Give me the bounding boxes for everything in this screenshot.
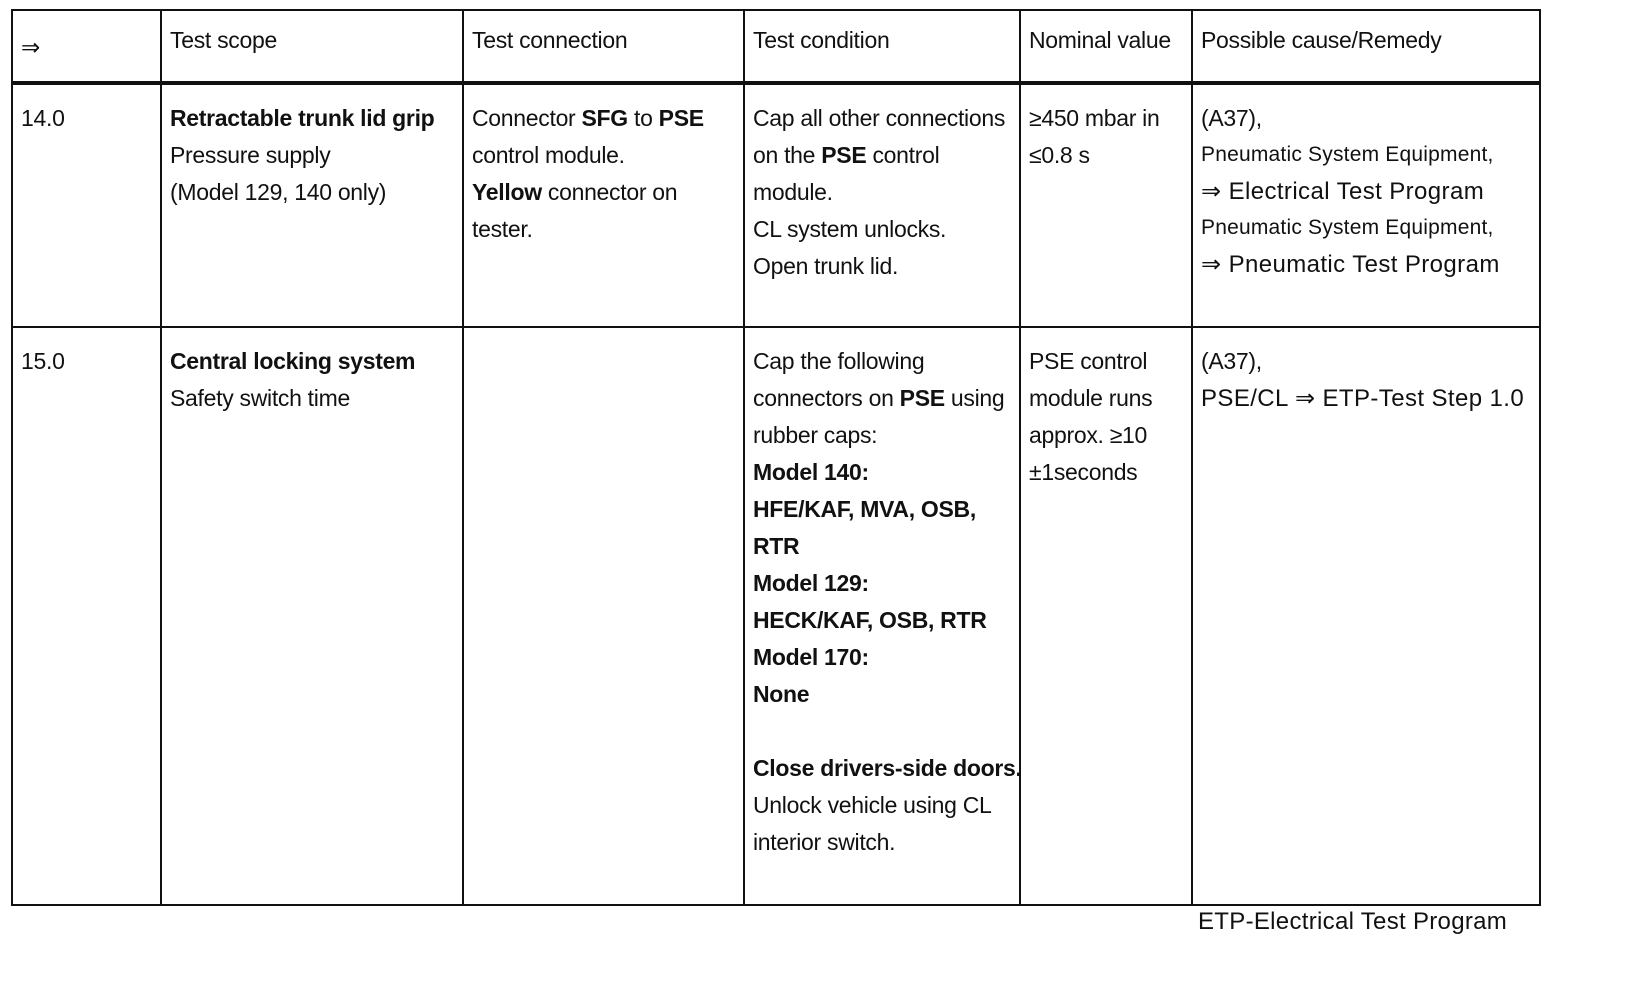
test-scope-cell	[161, 83, 463, 327]
condition-text: control	[866, 142, 940, 168]
connection-bold: SFG	[581, 105, 628, 131]
condition-bold-line: None	[753, 681, 810, 707]
condition-bold-line: Close drivers-side doors.	[753, 755, 1022, 781]
header-test-scope: Test scope	[161, 10, 463, 83]
connection-text: connector on	[541, 179, 678, 205]
remedy-line: (A37),	[1201, 105, 1262, 131]
test-scope-cell	[161, 327, 463, 905]
connection-text: to	[627, 105, 659, 131]
test-scope-title: Central locking system	[170, 348, 416, 374]
condition-text: connectors on	[753, 385, 900, 411]
table-header-row	[12, 10, 1540, 83]
header-possible-cause: Possible cause/Remedy	[1192, 10, 1540, 83]
test-scope-line: (Model 129, 140 only)	[170, 179, 387, 205]
step-number: 15.0	[21, 348, 65, 374]
nominal-value-cell	[1020, 327, 1192, 905]
header-arrow-cell	[12, 10, 161, 83]
condition-bold-line: HFE/KAF, MVA, OSB,	[753, 496, 976, 522]
test-connection-cell	[463, 83, 744, 327]
remedy-cell	[1192, 327, 1540, 905]
condition-line	[753, 137, 1011, 174]
condition-line: interior switch.	[753, 829, 896, 855]
remedy-cell	[1192, 83, 1540, 327]
condition-line: Cap the following	[753, 348, 925, 374]
remedy-line: ⇒ Electrical Test Program	[1201, 178, 1485, 205]
connection-bold: PSE	[658, 105, 704, 131]
nominal-line: PSE control	[1029, 348, 1148, 374]
condition-line: Cap all other connections	[753, 105, 1006, 131]
nominal-value-cell	[1020, 83, 1192, 327]
condition-line: rubber caps:	[753, 422, 878, 448]
step-number-cell	[12, 83, 161, 327]
header-test-condition: Test condition	[744, 10, 1020, 83]
test-scope-title: Retractable trunk lid grip	[170, 105, 435, 131]
condition-bold-line: Model 129:	[753, 570, 869, 596]
condition-bold-line: RTR	[753, 533, 800, 559]
condition-bold: PSE	[821, 142, 867, 168]
remedy-line: Pneumatic System Equipment,	[1201, 143, 1494, 166]
step-number-cell	[12, 327, 161, 905]
condition-bold: PSE	[899, 385, 945, 411]
condition-line: Unlock vehicle using CL	[753, 792, 992, 818]
condition-bold-line: Model 170:	[753, 644, 869, 670]
test-connection-cell	[463, 327, 744, 905]
test-scope-line: Pressure supply	[170, 142, 331, 168]
connection-text: Connector	[472, 105, 582, 131]
remedy-line: PSE/CL ⇒ ETP-Test Step 1.0	[1201, 385, 1525, 412]
remedy-line: ⇒ Pneumatic Test Program	[1201, 251, 1500, 278]
condition-bold-line: Model 140:	[753, 459, 869, 485]
condition-bold-line: HECK/KAF, OSB, RTR	[753, 607, 987, 633]
step-number: 14.0	[21, 105, 65, 131]
arrow-icon: ⇒	[21, 34, 40, 60]
connection-line: tester.	[472, 216, 533, 242]
test-condition-cell	[744, 327, 1020, 905]
remedy-line: (A37),	[1201, 348, 1262, 374]
header-nominal-value: Nominal value	[1020, 10, 1192, 83]
nominal-line: approx. ≥10	[1029, 422, 1148, 448]
header-test-connection: Test connection	[463, 10, 744, 83]
remedy-line: Pneumatic System Equipment,	[1201, 216, 1494, 239]
nominal-line: ≤0.8 s	[1029, 142, 1090, 168]
nominal-line: module runs	[1029, 385, 1153, 411]
test-table	[11, 9, 1541, 906]
connection-line	[472, 100, 735, 137]
condition-line	[753, 380, 1011, 417]
test-scope-line: Safety switch time	[170, 385, 350, 411]
condition-line: Open trunk lid.	[753, 253, 899, 279]
condition-text: using	[944, 385, 1005, 411]
connection-line: control module.	[472, 142, 625, 168]
condition-gap	[753, 713, 1011, 750]
table-row	[12, 83, 1540, 327]
footnote: ETP-Electrical Test Program	[1198, 908, 1508, 935]
condition-line: module.	[753, 179, 833, 205]
nominal-line: ±1seconds	[1029, 459, 1138, 485]
table-row	[12, 327, 1540, 905]
condition-text: on the	[753, 142, 822, 168]
connection-bold: Yellow	[472, 179, 542, 205]
condition-line: CL system unlocks.	[753, 216, 947, 242]
connection-line	[472, 174, 735, 211]
nominal-line: ≥450 mbar in	[1029, 105, 1160, 131]
test-condition-cell	[744, 83, 1020, 327]
